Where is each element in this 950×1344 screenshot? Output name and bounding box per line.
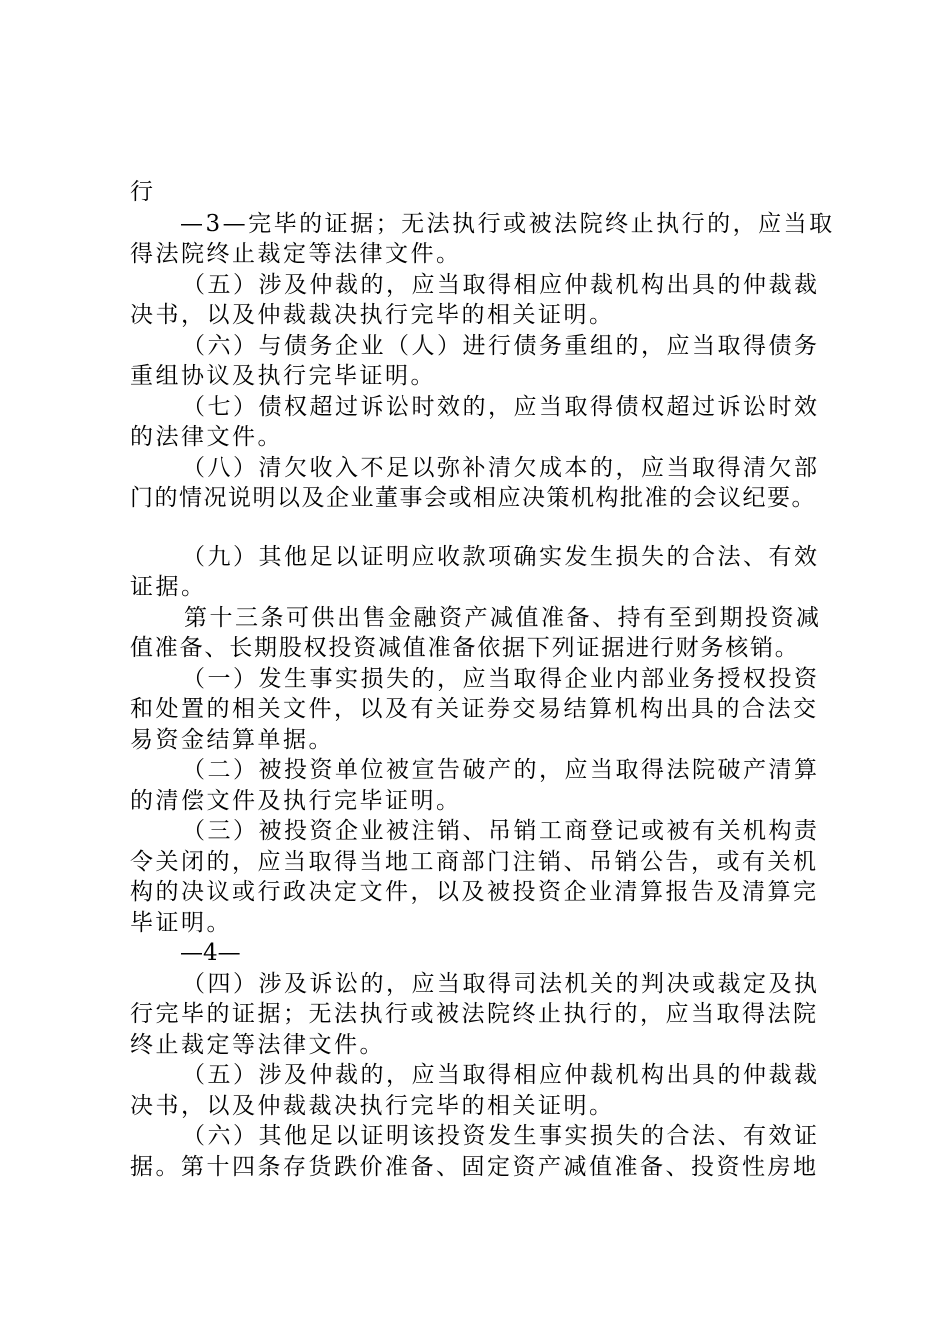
text-line: 构的决议或行政决定文件，以及被投资企业清算报告及清算完: [130, 879, 819, 905]
text-line: （五）涉及仲裁的，应当取得相应仲裁机构出具的仲裁裁: [182, 272, 820, 298]
text-line: 毕证明。: [130, 910, 232, 936]
text-line: 重组协议及执行完毕证明。: [130, 363, 436, 389]
text-line: （一）发生事实损失的，应当取得企业内部业务授权投资: [182, 666, 820, 692]
text-line: （五）涉及仲裁的，应当取得相应仲裁机构出具的仲裁裁: [182, 1062, 820, 1088]
text-line: 和处置的相关文件，以及有关证券交易结算机构出具的合法交: [130, 696, 819, 722]
text-line: —3—完毕的证据；无法执行或被法院终止执行的，应当取: [180, 211, 835, 237]
text-line: 行完毕的证据；无法执行或被法院终止执行的，应当取得法院: [130, 1001, 819, 1027]
text-line: 决书，以及仲裁裁决执行完毕的相关证明。: [130, 302, 615, 328]
text-line: 据。第十四条存货跌价准备、固定资产减值准备、投资性房地: [130, 1154, 819, 1180]
text-line: 的法律文件。: [130, 424, 283, 450]
text-line: 决书，以及仲裁裁决执行完毕的相关证明。: [130, 1093, 615, 1119]
text-line: 行: [130, 179, 156, 205]
text-line: （三）被投资企业被注销、吊销工商登记或被有关机构责: [182, 818, 820, 844]
text-line: （八）清欠收入不足以弥补清欠成本的，应当取得清欠部: [182, 455, 820, 481]
text-line: 终止裁定等法律文件。: [130, 1032, 385, 1058]
text-line: 门的情况说明以及企业董事会或相应决策机构批准的会议纪要。: [130, 485, 816, 511]
text-line: （九）其他足以证明应收款项确实发生损失的合法、有效: [182, 544, 820, 570]
text-line: 的清偿文件及执行完毕证明。: [130, 788, 462, 814]
page-number: —4—: [180, 940, 241, 966]
text-line: 证据。: [130, 574, 207, 600]
text-line: （二）被投资单位被宣告破产的，应当取得法院破产清算: [182, 757, 820, 783]
text-line: （七）债权超过诉讼时效的，应当取得债权超过诉讼时效: [182, 394, 820, 420]
text-line: （六）其他足以证明该投资发生事实损失的合法、有效证: [182, 1123, 820, 1149]
text-line: （六）与债务企业（人）进行债务重组的，应当取得债务: [182, 333, 820, 359]
text-line: （四）涉及诉讼的，应当取得司法机关的判决或裁定及执: [182, 971, 820, 997]
text-line: 值准备、长期股权投资减值准备依据下列证据进行财务核销。: [130, 635, 800, 661]
text-line: 令关闭的，应当取得当地工商部门注销、吊销公告，或有关机: [130, 849, 819, 875]
text-line: 第十三条可供出售金融资产减值准备、持有至到期投资减: [184, 605, 822, 631]
text-line: 易资金结算单据。: [130, 727, 334, 753]
text-line: 得法院终止裁定等法律文件。: [130, 241, 462, 267]
